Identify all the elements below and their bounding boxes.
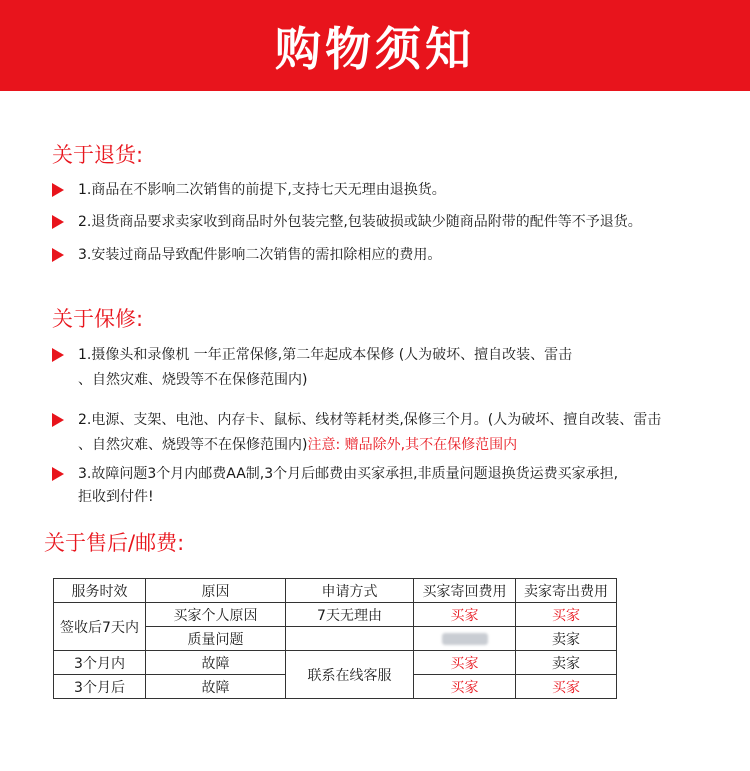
item-line: 拒收到付件! bbox=[78, 489, 154, 505]
list-item bbox=[52, 345, 572, 391]
table-header: 原因 bbox=[146, 579, 286, 603]
list-item bbox=[52, 410, 661, 456]
page-title: 购物须知 bbox=[275, 21, 475, 76]
item-text bbox=[78, 345, 572, 391]
table-cell: 故障 bbox=[146, 651, 286, 675]
table-cell bbox=[414, 627, 516, 651]
service-table bbox=[53, 578, 617, 699]
section-title-warranty: 关于保修: bbox=[52, 307, 144, 331]
table-cell: 买家 bbox=[516, 603, 617, 627]
item-line: 3.故障问题3个月内邮费AA制,3个月后邮费由买家承担,非质量问题退换货运费买家承担, bbox=[78, 466, 619, 482]
arrow-right-icon bbox=[52, 348, 64, 362]
table-cell: 买家个人原因 bbox=[146, 603, 286, 627]
table-cell: 3个月内 bbox=[54, 651, 146, 675]
list-item bbox=[52, 180, 446, 201]
table-cell: 卖家 bbox=[516, 651, 617, 675]
table-cell bbox=[286, 627, 414, 651]
table-row bbox=[54, 651, 617, 675]
table-header: 买家寄回费用 bbox=[414, 579, 516, 603]
section-title-aftersale: 关于售后/邮费: bbox=[44, 531, 185, 555]
item-line-text: 、自然灾难、烧毁等不在保修范围内) bbox=[78, 437, 308, 453]
item-text bbox=[78, 464, 618, 508]
gift-note: 注意: 赠品除外,其不在保修范围内 bbox=[307, 437, 518, 453]
item-line: 1.摄像头和录像机 一年正常保修,第二年起成本保修 (人为破坏、擅自改装、雷击 bbox=[78, 347, 573, 363]
table-cell: 故障 bbox=[146, 675, 286, 699]
table-cell: 买家 bbox=[516, 675, 617, 699]
arrow-right-icon bbox=[52, 183, 64, 197]
list-item bbox=[52, 464, 618, 508]
table-cell: 7天无理由 bbox=[286, 603, 414, 627]
item-text bbox=[78, 410, 661, 456]
arrow-right-icon bbox=[52, 248, 64, 262]
arrow-right-icon bbox=[52, 413, 64, 427]
table-header: 卖家寄出费用 bbox=[516, 579, 617, 603]
table-cell: 卖家 bbox=[516, 627, 617, 651]
arrow-right-icon bbox=[52, 467, 64, 481]
item-text: 2.退货商品要求卖家收到商品时外包装完整,包装破损或缺少随商品附带的配件等不予退货。 bbox=[78, 214, 642, 230]
table-header: 申请方式 bbox=[286, 579, 414, 603]
table-cell: 联系在线客服 bbox=[286, 651, 414, 699]
section-title-returns: 关于退货: bbox=[52, 143, 144, 167]
list-item bbox=[52, 245, 441, 266]
table-header: 服务时效 bbox=[54, 579, 146, 603]
table-cell: 买家 bbox=[414, 651, 516, 675]
arrow-right-icon bbox=[52, 215, 64, 229]
table-cell: 3个月后 bbox=[54, 675, 146, 699]
table-cell: 买家 bbox=[414, 603, 516, 627]
table-row bbox=[54, 603, 617, 627]
header-banner bbox=[0, 0, 750, 91]
table-cell: 质量问题 bbox=[146, 627, 286, 651]
table-cell: 签收后7天内 bbox=[54, 603, 146, 651]
item-text: 3.安装过商品导致配件影响二次销售的需扣除相应的费用。 bbox=[78, 247, 442, 263]
blurred-text bbox=[442, 633, 488, 645]
item-text: 1.商品在不影响二次销售的前提下,支持七天无理由退换货。 bbox=[78, 182, 446, 198]
item-line: 2.电源、支架、电池、内存卡、鼠标、线材等耗材类,保修三个月。(人为破坏、擅自改装、雷击 bbox=[78, 412, 662, 428]
item-line: 、自然灾难、烧毁等不在保修范围内) bbox=[78, 372, 308, 388]
item-line bbox=[78, 435, 661, 456]
table-header-row bbox=[54, 579, 617, 603]
list-item bbox=[52, 212, 642, 233]
table-cell: 买家 bbox=[414, 675, 516, 699]
